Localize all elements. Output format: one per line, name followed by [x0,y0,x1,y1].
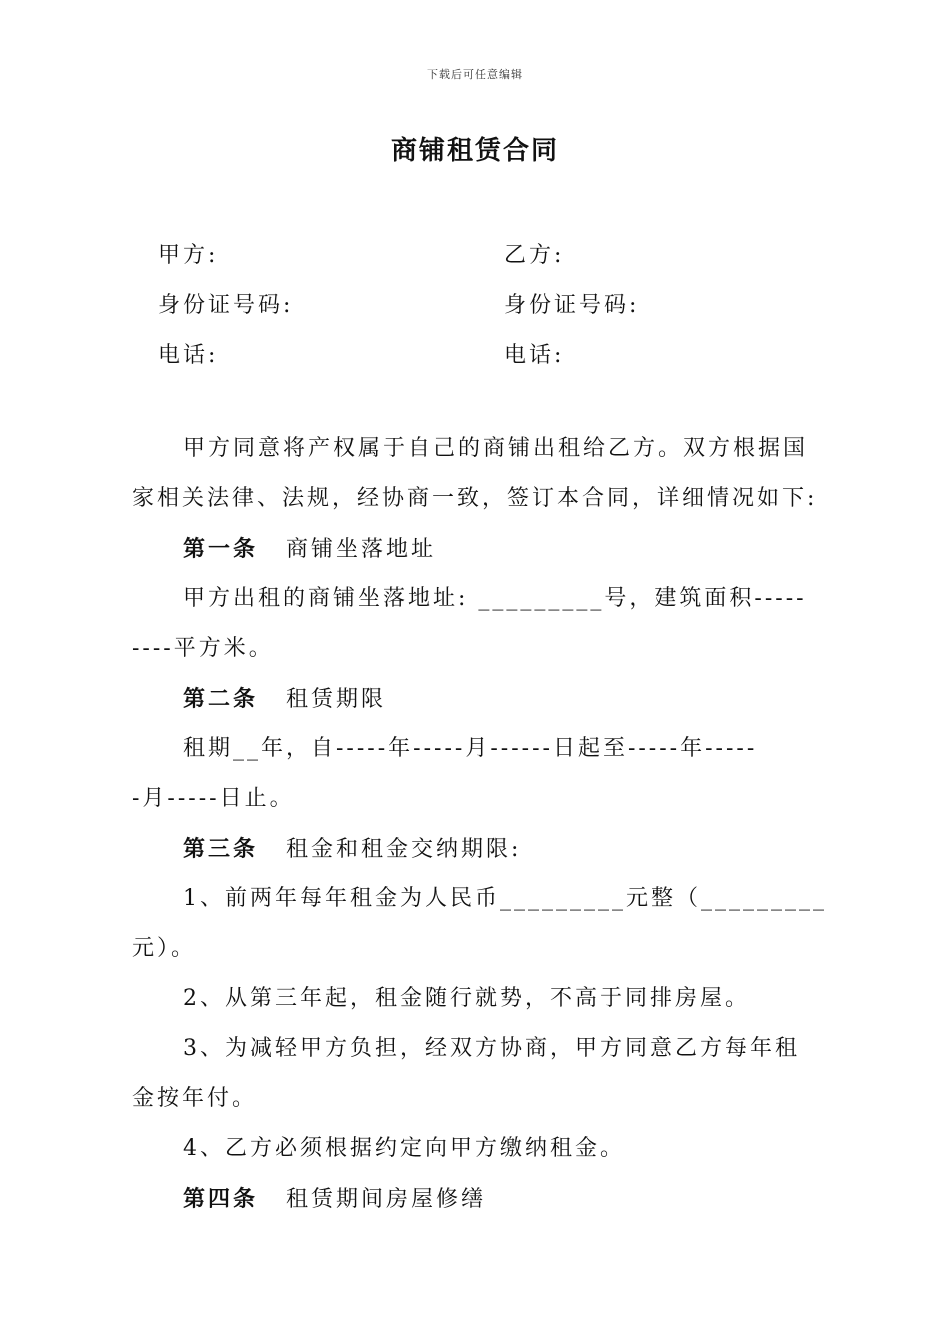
intro-line-2: 家相关法律、法规，经协商一致，签订本合同，详细情况如下: [132,486,818,511]
article-3-title: 租金和租金交纳期限: [286,837,522,862]
article-3-number: 第三条 [183,836,259,862]
article-2-line-1: 租期__年，自-----年-----月------日起至-----年----- [183,736,758,761]
party-info [158,228,838,378]
contract-body [132,424,832,1224]
article-2-number: 第二条 [183,686,259,712]
article-3-item-4: 4、乙方必须根据约定向甲方缴纳租金。 [183,1136,625,1161]
party-a-phone-label: 电话: [158,342,219,368]
party-b-id-label: 身份证号码: [504,292,640,318]
article-3-item-3-line-2: 金按年付。 [132,1086,258,1111]
article-1-title: 商铺坐落地址 [286,537,437,562]
party-b-label: 乙方: [504,242,565,268]
article-3-item-2: 2、从第三年起，租金随行就势，不高于同排房屋。 [183,986,750,1011]
article-2-title: 租赁期限 [286,687,387,712]
party-a-label: 甲方: [158,242,219,268]
article-1-line-1: 甲方出租的商铺坐落地址: _________号，建筑面积----- [183,586,807,611]
header-note: 下载后可任意编辑 [427,68,523,81]
article-3-item-1-line-2: 元）。 [132,936,197,961]
article-4-number: 第四条 [183,1186,259,1212]
phone-row [158,328,838,378]
article-2-heading [132,674,832,724]
article-3-item-1-line-1: 1、前两年每年租金为人民币_________元整（_________ [183,886,827,911]
party-a-id-label: 身份证号码: [158,292,294,318]
article-4-heading [132,1174,832,1224]
intro-line-1: 甲方同意将产权属于自己的商铺出租给乙方。双方根据国 [183,436,809,461]
article-2-line-2: -月-----日止。 [132,786,295,811]
document-title: 商铺租赁合同 [390,136,559,166]
article-1-heading [132,524,832,574]
article-1-line-2: ----平方米。 [132,636,274,661]
article-3-item-3-line-1: 3、为减轻甲方负担，经双方协商，甲方同意乙方每年租 [183,1036,800,1061]
party-b-phone-label: 电话: [504,342,565,368]
article-1-number: 第一条 [183,536,259,562]
id-row [158,278,838,328]
article-3-heading [132,824,832,874]
party-row [158,228,838,278]
article-4-title: 租赁期间房屋修缮 [286,1187,487,1212]
